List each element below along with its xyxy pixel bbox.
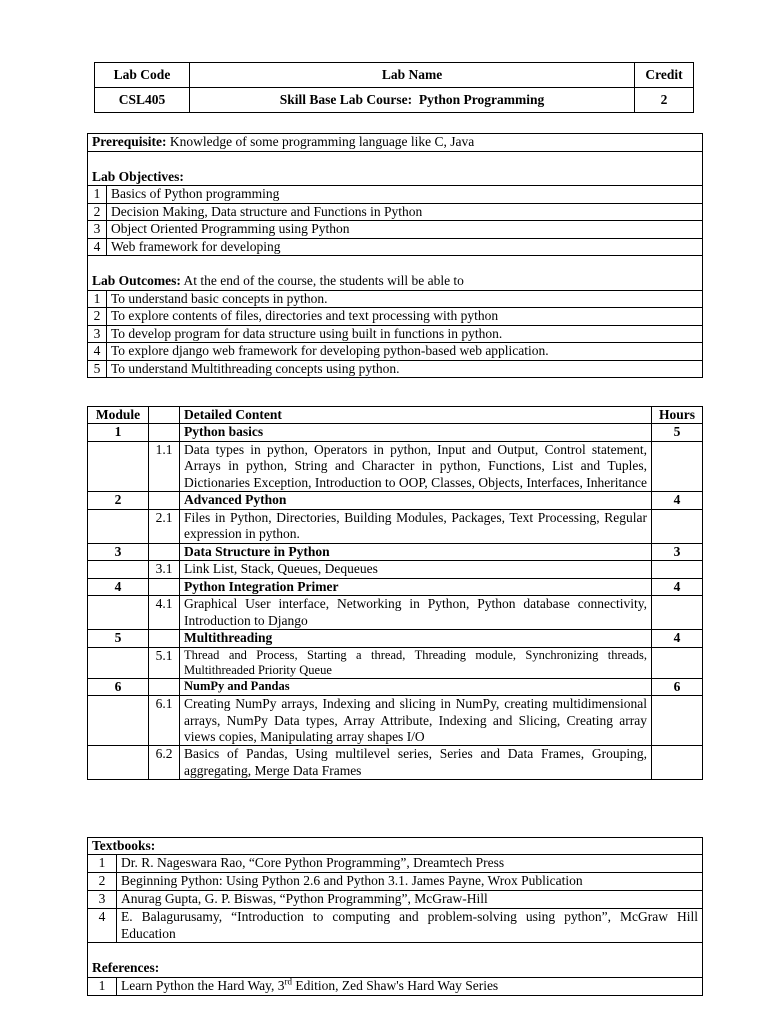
outcome-text: To explore django web framework for developing python-based web application.: [107, 343, 703, 360]
module-number: 3: [88, 543, 149, 560]
submodule-number: 5.1: [149, 647, 180, 678]
objective-text: Web framework for developing: [107, 238, 703, 255]
reference-title: Learn Python the Hard Way, 3: [121, 977, 285, 993]
outcomes-heading: [88, 256, 703, 290]
module-hours: 6: [652, 678, 703, 695]
submodule-number: 6.2: [149, 746, 180, 780]
outcome-text: To understand basic concepts in python.: [107, 290, 703, 307]
references-heading: [88, 943, 703, 977]
objectives-outcomes-table: [87, 133, 703, 378]
submodule-number: 6.1: [149, 696, 180, 746]
textbook-entry: Dr. R. Nageswara Rao, “Core Python Programming”, Dreamtech Press: [117, 855, 703, 873]
outcome-number: 1: [88, 290, 107, 307]
textbook-number: 3: [88, 891, 117, 909]
lab-name-header: Lab Name: [190, 63, 635, 88]
outcome-number: 5: [88, 360, 107, 377]
outcomes-label: Lab Outcomes:: [92, 273, 181, 289]
objective-number: 1: [88, 186, 107, 203]
prerequisite-text: Knowledge of some programming language like C, Java: [166, 134, 475, 149]
module-hours: 4: [652, 492, 703, 509]
objective-number: 2: [88, 203, 107, 220]
prerequisite-row: [88, 134, 703, 152]
textbook-entry: Beginning Python: Using Python 2.6 and Python 3.1. James Payne, Wrox Publication: [117, 873, 703, 891]
outcome-text: To develop program for data structure using built in functions in python.: [107, 325, 703, 342]
lab-code-header: Lab Code: [95, 63, 190, 88]
credit-value: 2: [635, 88, 694, 113]
submodule-content: Creating NumPy arrays, Indexing and slicing in NumPy, creating multidimensional arrays, NumPy Data types, Array Attribute, Indexing and Slicing, Creating array views copies, Manipulating array shapes I/O: [180, 696, 652, 746]
module-number: 1: [88, 424, 149, 441]
objectives-label: Lab Objectives:: [92, 169, 184, 184]
submodule-number: 3.1: [149, 561, 180, 578]
module-title: Advanced Python: [180, 492, 652, 509]
module-hours: 4: [652, 630, 703, 647]
outcomes-intro: At the end of the course, the students will be able to: [180, 273, 464, 289]
hours-header: Hours: [652, 407, 703, 424]
books-table: [87, 837, 703, 996]
outcome-number: 2: [88, 308, 107, 325]
module-title: NumPy and Pandas: [180, 678, 652, 695]
outcome-number: 4: [88, 343, 107, 360]
module-hours: 3: [652, 543, 703, 560]
objective-text: Basics of Python programming: [107, 186, 703, 203]
lab-code-value: CSL405: [95, 88, 190, 113]
module-number: 5: [88, 630, 149, 647]
submodule-content: Data types in python, Operators in python, Input and Output, Control statement, Arrays in python, String and Character in python, Functions, List and Tuples, Dictionaries Exception, Introduction to OOP, Classes, Objects, Interfaces, Inheritance: [180, 441, 652, 491]
module-number: 2: [88, 492, 149, 509]
submodule-content: Graphical User interface, Networking in Python, Python database connectivity, Introduction to Django: [180, 596, 652, 630]
outcome-number: 3: [88, 325, 107, 342]
objective-number: 3: [88, 221, 107, 238]
module-hours: 5: [652, 424, 703, 441]
module-number: 4: [88, 578, 149, 595]
objective-text: Object Oriented Programming using Python: [107, 221, 703, 238]
textbook-entry: Anurag Gupta, G. P. Biswas, “Python Programming”, McGraw-Hill: [117, 891, 703, 909]
textbook-number: 2: [88, 873, 117, 891]
modules-table: [87, 406, 703, 780]
outcome-text: To understand Multithreading concepts using python.: [107, 360, 703, 377]
submodule-content: Files in Python, Directories, Building Modules, Packages, Text Processing, Regular expression in python.: [180, 509, 652, 543]
objectives-heading: [88, 152, 703, 186]
reference-number: 1: [88, 977, 117, 995]
textbook-entry: E. Balagurusamy, “Introduction to computing and problem-solving using python”, McGraw Hill Education: [117, 909, 703, 943]
module-title: Data Structure in Python: [180, 543, 652, 560]
reference-entry: [117, 977, 703, 995]
module-title: Python Integration Primer: [180, 578, 652, 595]
submodule-number: 1.1: [149, 441, 180, 491]
submodule-content: Link List, Stack, Queues, Dequeues: [180, 561, 652, 578]
textbooks-label: Textbooks:: [92, 838, 156, 853]
submodule-number: 2.1: [149, 509, 180, 543]
submodule-content: Basics of Pandas, Using multilevel series, Series and Data Frames, Grouping, aggregating, Merge Data Frames: [180, 746, 652, 780]
module-title: Python basics: [180, 424, 652, 441]
module-hours: 4: [652, 578, 703, 595]
course-info-table: [94, 62, 694, 113]
reference-rest: Edition, Zed Shaw's Hard Way Series: [292, 977, 499, 993]
textbook-number: 1: [88, 855, 117, 873]
lab-name-value: Skill Base Lab Course: Python Programming: [190, 88, 635, 113]
submodule-number: 4.1: [149, 596, 180, 630]
content-header: Detailed Content: [180, 407, 652, 424]
module-header: Module: [88, 407, 149, 424]
objective-text: Decision Making, Data structure and Functions in Python: [107, 203, 703, 220]
outcome-text: To explore contents of files, directories and text processing with python: [107, 308, 703, 325]
textbooks-heading: [88, 838, 703, 855]
reference-edition-suffix: rd: [284, 976, 292, 987]
module-number: 6: [88, 678, 149, 695]
references-label: References:: [92, 960, 160, 976]
prerequisite-label: Prerequisite:: [92, 134, 167, 149]
objective-number: 4: [88, 238, 107, 255]
textbook-number: 4: [88, 909, 117, 943]
module-title: Multithreading: [180, 630, 652, 647]
credit-header: Credit: [635, 63, 694, 88]
submodule-content: Thread and Process, Starting a thread, Threading module, Synchronizing threads, Multithreaded Priority Queue: [180, 647, 652, 678]
